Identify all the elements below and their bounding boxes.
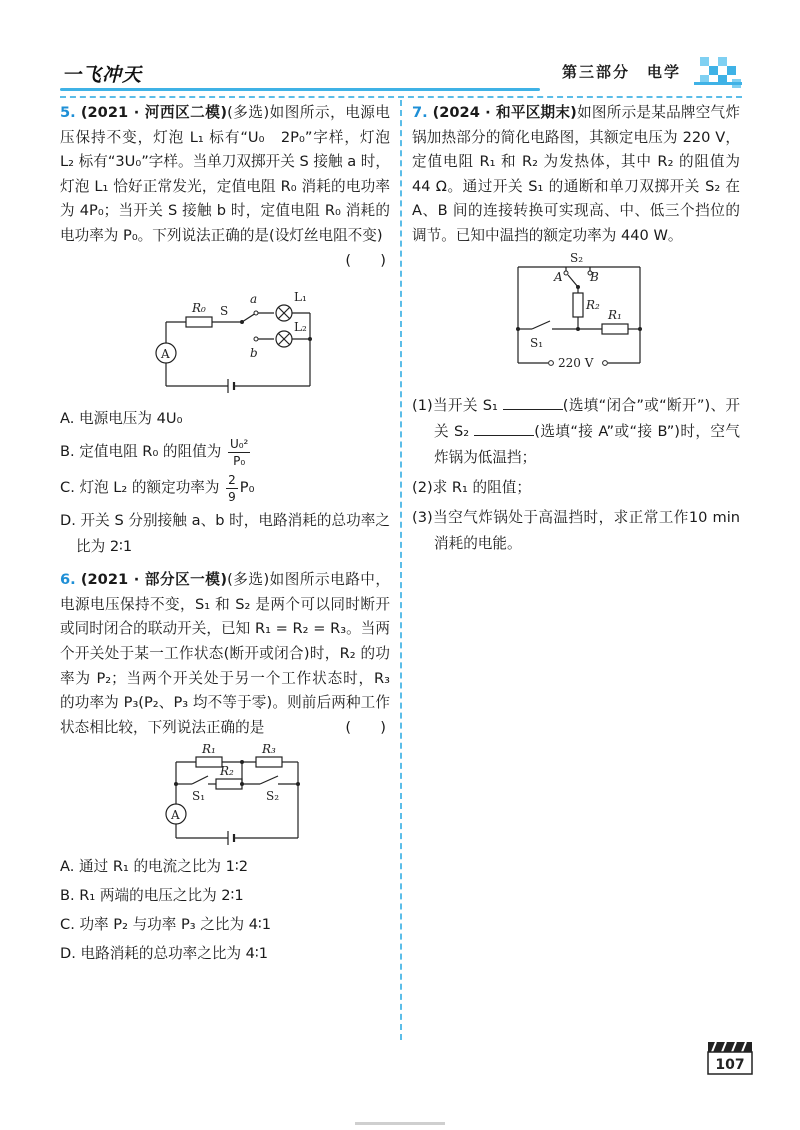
q7-voltage-label: 220 V <box>558 355 594 370</box>
q5-text: (多选)如图所示，电源电压保持不变，灯泡 L₁ 标有“U₀ 2P₀”字样，灯泡 L₂ 标有“3U₀”字样。当单刀双掷开关 S 接触 a 时，灯泡 L₁ 恰好正常发光，定值电阻 R₀ 消耗的电功率为 4P₀；当开关 S 接触 b 时，定值电阻 R₀ 消耗的电功率为 P₀。下列说法正确的是(设灯丝电阻不变) <box>60 104 390 244</box>
q5-choice-d: D. 开关 S 分别接触 a、b 时，电路消耗的总功率之比为 2∶1 <box>60 512 390 556</box>
page-number: 107 <box>715 1057 745 1073</box>
section-title: 第三部分 电学 <box>562 63 682 81</box>
q6-choice-b: B. R₁ 两端的电压之比为 2∶1 <box>60 887 244 905</box>
column-divider <box>400 100 402 1040</box>
q5-choice-b-numerator: U₀² <box>229 436 249 451</box>
q7-stem <box>412 101 740 249</box>
q6-choice-a: A. 通过 R₁ 的电流之比为 1∶2 <box>60 858 249 876</box>
q5-choice-b <box>60 434 390 470</box>
q5-label-L2: L₂ <box>294 320 307 335</box>
q7-sub1-text-c: (选填“接 A”或“接 B”)时，空气炸锅为低温挡； <box>434 422 740 466</box>
left-column <box>60 101 390 968</box>
header-divider <box>60 96 742 98</box>
q6-label-R1: R₁ <box>202 742 216 757</box>
q7-sub1 <box>412 393 740 471</box>
q6-label-S2: S₂ <box>266 789 280 804</box>
q7-blank-1[interactable] <box>503 395 563 410</box>
q5-label-b: b <box>250 346 258 361</box>
q7-sub3: (3)当空气炸锅处于高温挡时，求正常工作10 min消耗的电能。 <box>412 508 740 552</box>
footer-mark <box>355 1122 445 1125</box>
q5-label-R0: R₀ <box>192 301 206 316</box>
q6-answer-bracket: ( ) <box>345 718 386 736</box>
q5-choice-c-denominator: 9 <box>228 489 236 504</box>
q5-choice-c-numerator: 2 <box>228 472 236 487</box>
q5-choice-c-unit: P₀ <box>239 479 255 497</box>
q5-circuit-diagram <box>60 273 390 401</box>
q7-text: 如图所示是某品牌空气炸锅加热部分的简化电路图，其额定电压为 220 V，定值电阻 R₁ 和 R₂ 为发热体，其中 R₂ 的阻值为 44 Ω。通过开关 S₁ 的通断和单刀双掷开关 S₂ 在 A、B 间的连接转换可实现高、中、低三个挡位的调节。已知中温挡的额定功率为 440 W。 <box>412 104 740 244</box>
q5-stem <box>60 101 390 269</box>
q7-label-S1: S₁ <box>530 335 544 350</box>
header-accent-bar <box>60 88 540 91</box>
q6-choice-c: C. 功率 P₂ 与功率 P₃ 之比为 4∶1 <box>60 916 272 934</box>
q7-label-B: B <box>590 269 599 284</box>
q5-label-L1: L₁ <box>294 290 307 305</box>
q5-ammeter-label: A <box>161 347 170 362</box>
page-header <box>0 0 800 100</box>
q7-sub1-text-a: (1)当开关 S₁ <box>412 396 498 414</box>
q6-label-S1: S₁ <box>192 789 206 804</box>
q6-text: (多选)如图所示电路中，电源电压保持不变，S₁ 和 S₂ 是两个可以同时断开或同时闭合的联动开关，已知 R₁ = R₂ = R₃。当两个开关处于某一工作状态(断开或闭合)时，R₂ 的功率为 P₂；当两个开关处于另一个工作状态时，R₃ 的功率为 P₃(P₂、P₃ 均不等于零)。则前后两种工作状态相比较，下列说法正确的是 <box>60 571 390 736</box>
q5-choice-c-text: C. 灯泡 L₂ 的额定功率为 <box>60 479 220 497</box>
q6-circuit-diagram <box>60 742 390 852</box>
brand-logo-text: 一飞冲天 <box>62 64 143 86</box>
q5-answer-bracket: ( ) <box>345 251 386 269</box>
q6-choice-d: D. 电路消耗的总功率之比为 4∶1 <box>60 945 269 963</box>
q7-label-S2: S₂ <box>570 252 584 265</box>
q6-source: (2021 · 部分区一模) <box>80 571 228 589</box>
q6-number: 6. <box>60 571 76 589</box>
q6-stem <box>60 568 390 740</box>
q6-label-R2: R₂ <box>220 764 234 779</box>
page-number-badge <box>706 1040 756 1076</box>
q7-blank-2[interactable] <box>474 421 534 436</box>
q7-number: 7. <box>412 104 428 121</box>
q7-sub1-text-b: (选填“闭合”或“断开”)、开关 S₂ <box>434 396 740 440</box>
q5-choice-a: A. 电源电压为 4U₀ <box>60 410 183 428</box>
q5-source: (2021 · 河西区二模) <box>80 104 228 121</box>
q6-label-R3: R₃ <box>262 742 276 757</box>
q5-choice-b-denominator: P₀ <box>233 453 246 468</box>
q5-label-a: a <box>250 292 258 307</box>
q5-number: 5. <box>60 104 76 121</box>
right-column <box>412 101 740 557</box>
q5-choice-b-text: B. 定值电阻 R₀ 的阻值为 <box>60 443 222 461</box>
q7-label-A: A <box>554 269 563 284</box>
q7-circuit-diagram <box>412 253 740 387</box>
q7-sub2: (2)求 R₁ 的阻值； <box>412 478 531 496</box>
q5-label-S: S <box>220 304 229 319</box>
q7-label-R2: R₂ <box>586 297 600 312</box>
q5-choice-c <box>60 470 390 506</box>
q7-label-R1: R₁ <box>608 307 622 322</box>
checker-decoration-icon <box>694 55 742 91</box>
q6-ammeter-label: A <box>171 808 180 823</box>
q7-source: (2024 · 和平区期末) <box>432 104 577 121</box>
